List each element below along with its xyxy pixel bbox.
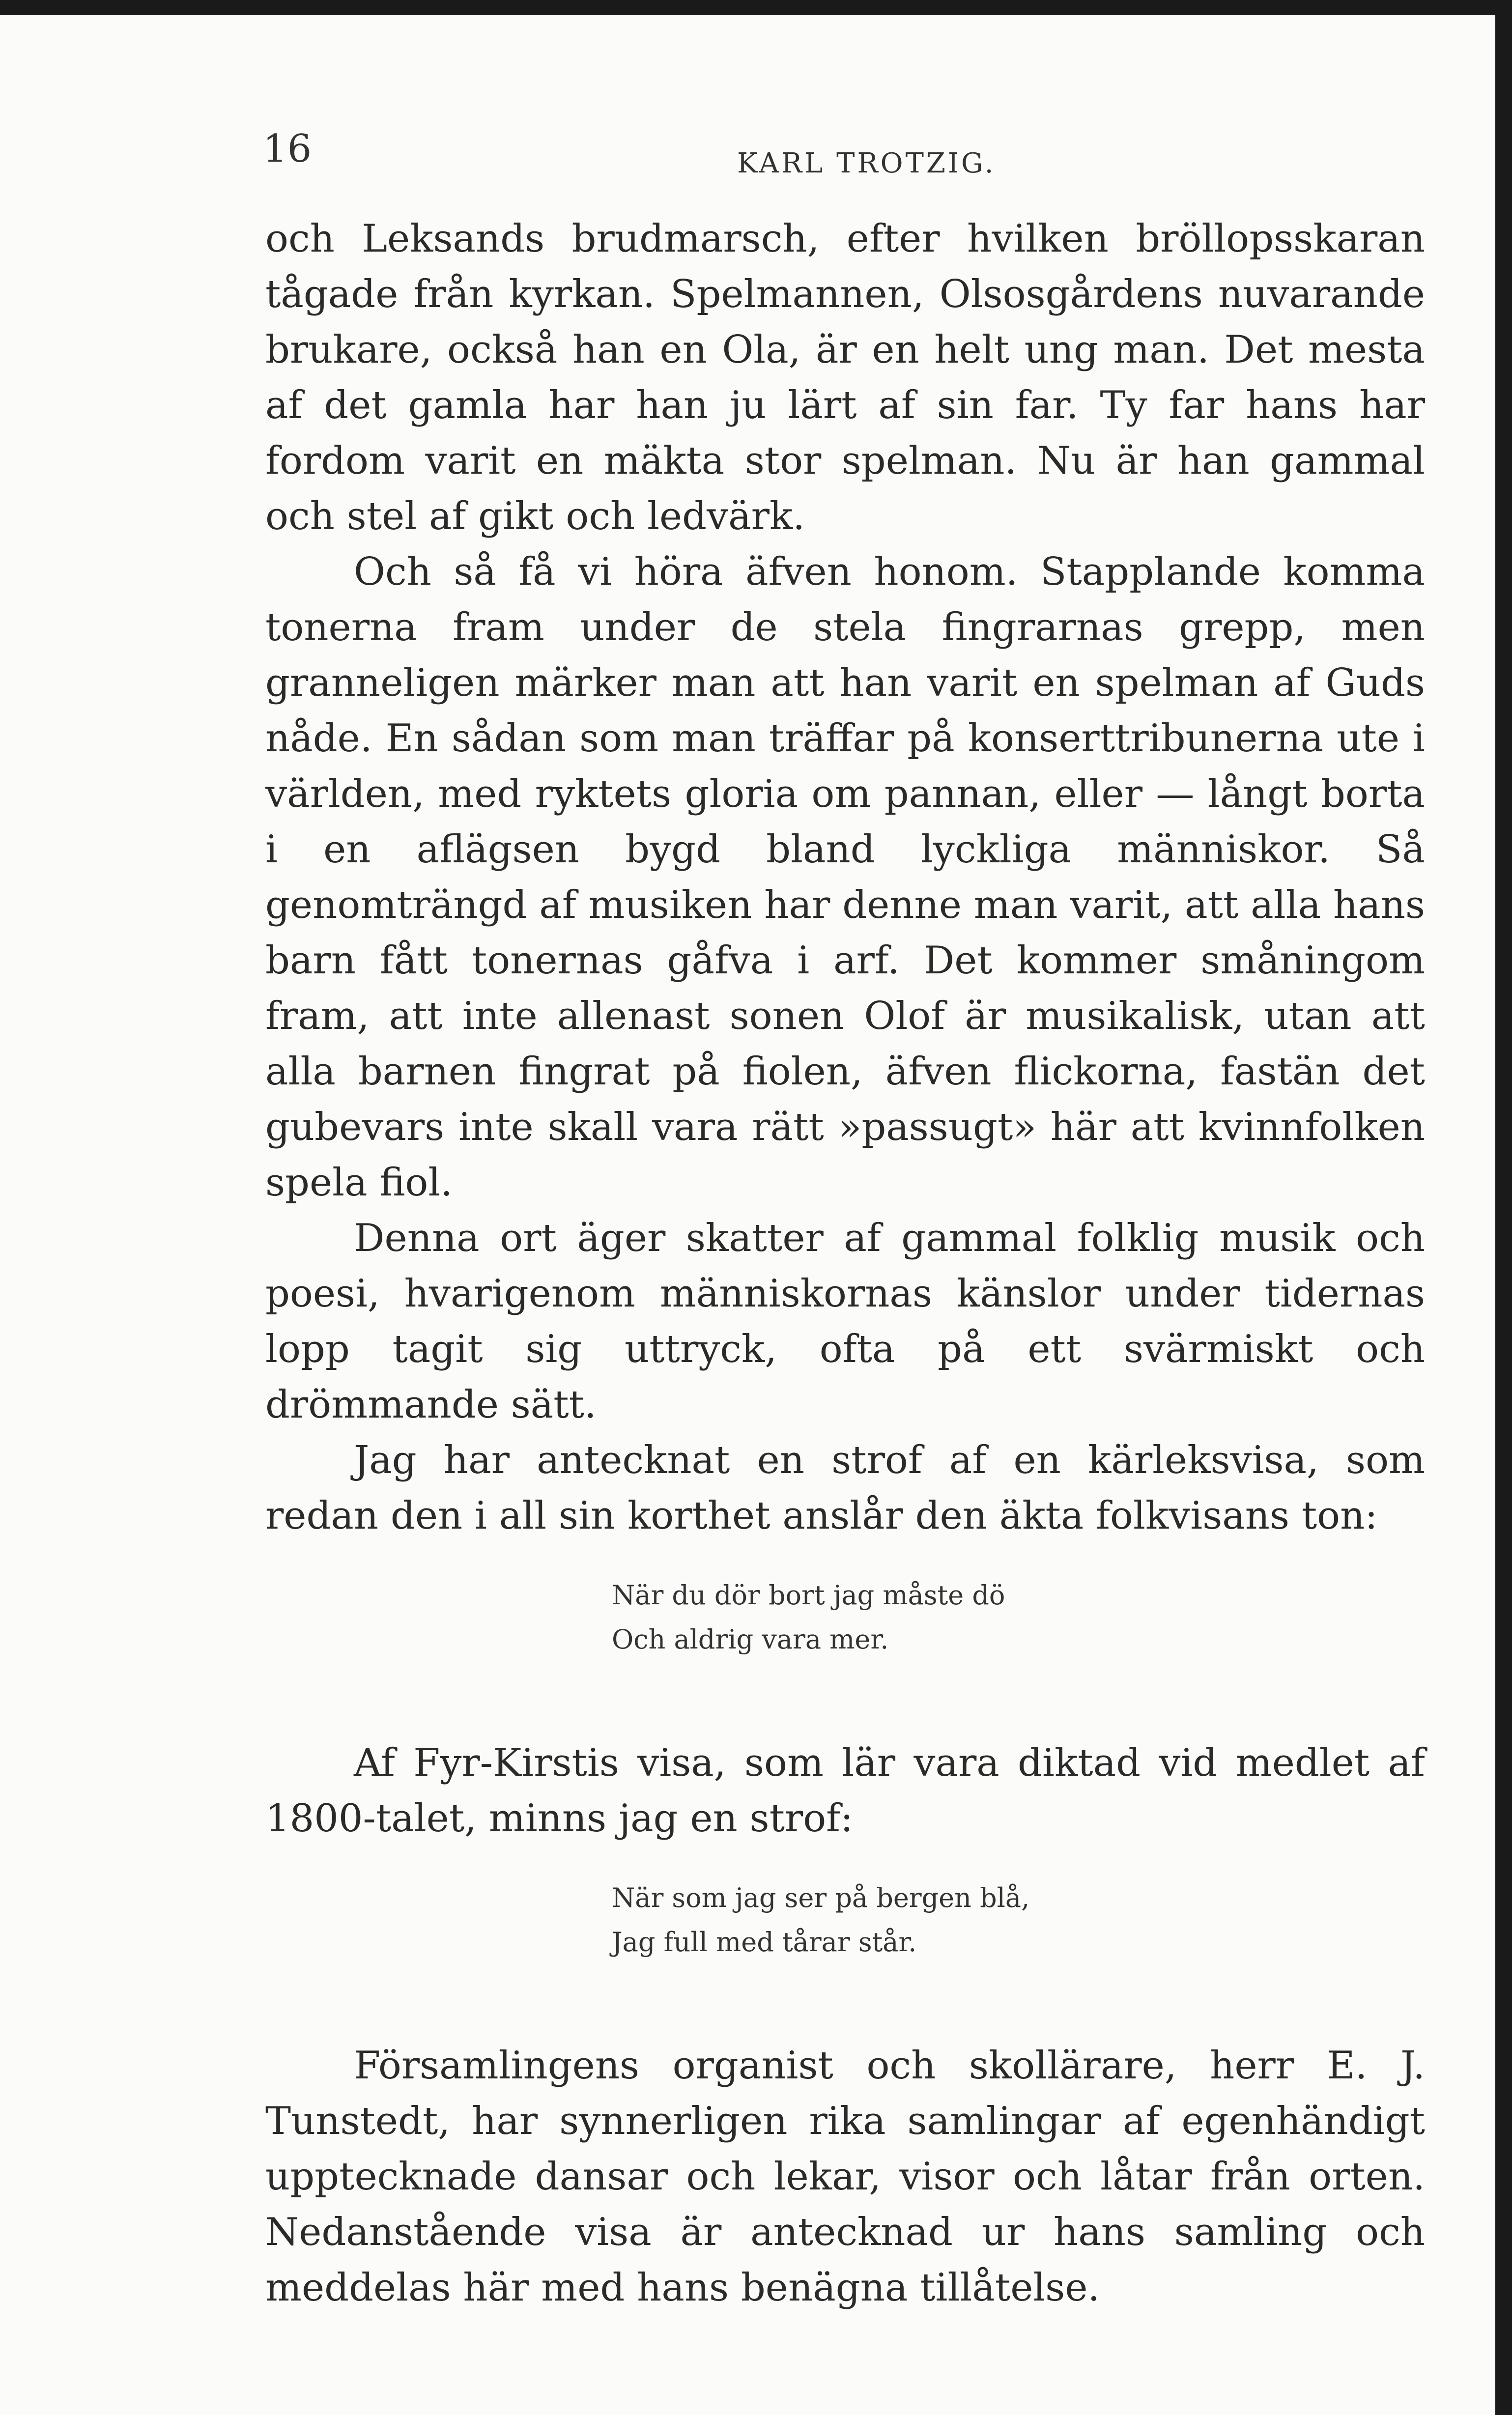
verse-line: Jag full med tårar står. xyxy=(612,1927,917,1958)
paragraph: och Leksands brudmarsch, efter hvilken bröllopsskaran tågade från kyrkan. Spelmannen, Olsosgårdens nuvarande brukare, också han en Ola, är en helt ung man. Det mesta af det gamla har han ju lärt af sin far. Ty far hans har fordom varit en mäkta stor spelman. Nu är han gammal och stel af gikt och ledvärk. xyxy=(265,217,1425,539)
paragraph: Och så få vi höra äfven honom. Stapplande komma tonerna fram under de stela fingrarnas grepp, men granneligen märker man att han varit en spelman af Guds nåde. En sådan som man träffar på konserttribunerna ute i världen, med ryktets gloria om pannan, eller — långt borta i en aflägsen bygd bland lyckliga människor. Så genomträngd af musiken har denne man varit, att alla hans barn fått tonernas gåfva i arf. Det kommer småningom fram, att inte allenast sonen Olof är musikalisk, utan att alla barnen fingrat på fiolen, äfven flickorna, fastän det gubevars inte skall vara rätt »passugt» här att kvinnfolken spela fiol. xyxy=(265,550,1425,1205)
verse-line: När du dör bort jag måste dö xyxy=(612,1580,1005,1611)
verse-block xyxy=(265,1573,1425,1662)
paragraph: Jag har antecknat en strof af en kärleksvisa, som redan den i all sin korthet anslår den äkta folkvisans ton: xyxy=(265,1438,1425,1538)
verse-line: Och aldrig vara mer. xyxy=(612,1624,889,1655)
verse-block xyxy=(265,1876,1425,1964)
verse-line: När som jag ser på bergen blå, xyxy=(612,1882,1030,1913)
paragraph: Af Fyr-Kirstis visa, som lär vara diktad vid medlet af 1800-talet, minns jag en strof: xyxy=(265,1741,1425,1841)
running-head: KARL TROTZIG. xyxy=(737,147,996,179)
page-number: 16 xyxy=(263,127,312,171)
paragraph: Denna ort äger skatter af gammal folklig musik och poesi, hvarigenom människornas känslor under tidernas lopp tagit sig uttryck, ofta på ett svärmiskt och drömmande sätt. xyxy=(265,1216,1425,1427)
paragraph: Församlingens organist och skollärare, herr E. J. Tunstedt, har synnerligen rika samlingar af egenhändigt upptecknade dansar och lekar, visor och låtar från orten. Nedanstående visa är antecknad ur hans samling och meddelas här med hans benägna tillåtelse. xyxy=(265,2044,1425,2310)
body-text xyxy=(265,211,1425,2316)
